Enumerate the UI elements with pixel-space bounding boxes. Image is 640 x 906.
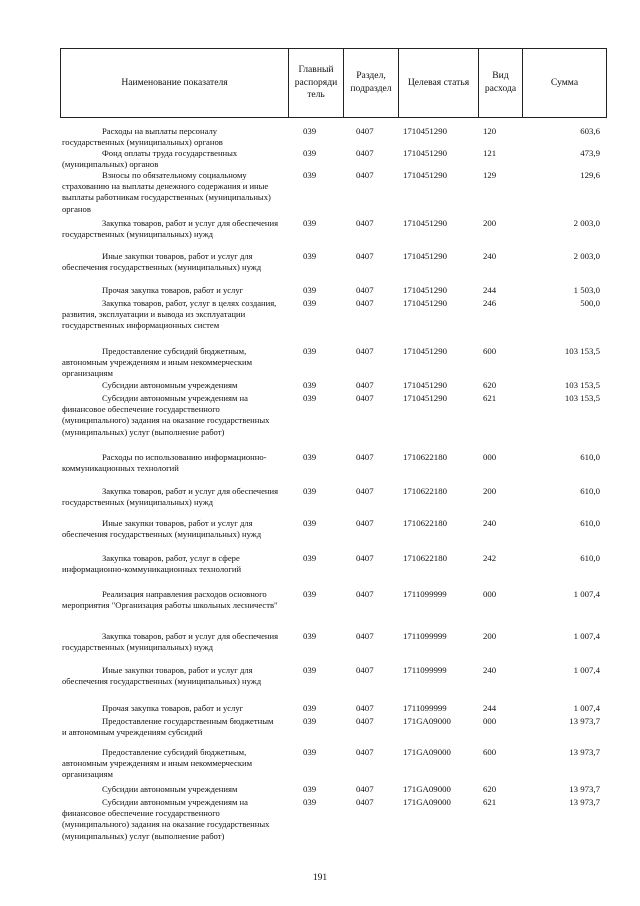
row-vid: 129 xyxy=(483,170,497,180)
header-summa: Сумма xyxy=(523,49,607,118)
row-vid: 244 xyxy=(483,703,497,713)
row-vid: 600 xyxy=(483,346,497,356)
row-name: Закупка товаров, работ, услуг в целях создания, развития, эксплуатации и вывода из эксплуатации государственных информационных систем xyxy=(62,298,277,331)
row-celevaya: 1710451290 xyxy=(403,380,447,390)
row-glav: 039 xyxy=(303,251,317,261)
row-summa: 13 973,7 xyxy=(569,797,600,807)
row-razdel: 0407 xyxy=(356,218,374,228)
row-glav: 039 xyxy=(303,797,317,807)
row-celevaya: 171GA09000 xyxy=(403,797,451,807)
row-glav: 039 xyxy=(303,784,317,794)
row-razdel: 0407 xyxy=(356,589,374,599)
row-name: Закупка товаров, работ и услуг для обеспечения государственных (муниципальных) нужд xyxy=(62,486,279,508)
row-summa: 610,0 xyxy=(580,452,600,462)
row-name: Предоставление субсидий бюджетным, автономным учреждениям и иным некоммерческим организациям xyxy=(62,747,253,780)
row-glav: 039 xyxy=(303,148,317,158)
row-summa: 103 153,5 xyxy=(564,380,600,390)
row-vid: 200 xyxy=(483,218,497,228)
row-summa: 610,0 xyxy=(580,553,600,563)
row-summa: 103 153,5 xyxy=(564,346,600,356)
row-vid: 000 xyxy=(483,716,497,726)
row-razdel: 0407 xyxy=(356,747,374,757)
row-razdel: 0407 xyxy=(356,518,374,528)
row-razdel: 0407 xyxy=(356,298,374,308)
row-celevaya: 1710622180 xyxy=(403,452,447,462)
row-celevaya: 1711099999 xyxy=(403,665,447,675)
row-summa: 13 973,7 xyxy=(569,716,600,726)
row-summa: 500,0 xyxy=(580,298,600,308)
row-razdel: 0407 xyxy=(356,797,374,807)
row-name: Иные закупки товаров, работ и услуг для обеспечения государственных (муниципальных) нужд xyxy=(62,518,262,540)
row-vid: 242 xyxy=(483,553,497,563)
row-celevaya: 1711099999 xyxy=(403,589,447,599)
row-name: Субсидии автономным учреждениям на финансовое обеспечение государственного (муниципального) задания на оказание государственных (муниципальных) услуг (выполнение работ) xyxy=(62,393,270,437)
row-name: Субсидии автономным учреждениям на финансовое обеспечение государственного (муниципального) задания на оказание государственных (муниципальных) услуг (выполнение работ) xyxy=(62,797,270,841)
header-razdel: Раздел, подраздел xyxy=(344,49,399,118)
row-vid: 600 xyxy=(483,747,497,757)
row-name: Субсидии автономным учреждениям xyxy=(102,784,238,794)
row-glav: 039 xyxy=(303,518,317,528)
row-razdel: 0407 xyxy=(356,553,374,563)
row-glav: 039 xyxy=(303,747,317,757)
row-razdel: 0407 xyxy=(356,251,374,261)
row-summa: 603,6 xyxy=(580,126,600,136)
row-name: Предоставление субсидий бюджетным, автономным учреждениям и иным некоммерческим организациям xyxy=(62,346,253,379)
row-celevaya: 1710622180 xyxy=(403,486,447,496)
row-celevaya: 1710451290 xyxy=(403,170,447,180)
row-glav: 039 xyxy=(303,486,317,496)
page-number: 191 xyxy=(312,873,328,883)
row-celevaya: 1711099999 xyxy=(403,631,447,641)
row-razdel: 0407 xyxy=(356,346,374,356)
row-name: Предоставление государственным бюджетным и автономным учреждениям субсидий xyxy=(62,716,274,738)
row-razdel: 0407 xyxy=(356,148,374,158)
row-name: Иные закупки товаров, работ и услуг для обеспечения государственных (муниципальных) нужд xyxy=(62,251,262,273)
row-name: Прочая закупка товаров, работ и услуг xyxy=(102,703,244,713)
row-razdel: 0407 xyxy=(356,126,374,136)
row-glav: 039 xyxy=(303,346,317,356)
row-vid: 000 xyxy=(483,589,497,599)
row-name: Иные закупки товаров, работ и услуг для обеспечения государственных (муниципальных) нужд xyxy=(62,665,262,687)
row-vid: 620 xyxy=(483,784,497,794)
row-celevaya: 171GA09000 xyxy=(403,716,451,726)
row-glav: 039 xyxy=(303,716,317,726)
row-razdel: 0407 xyxy=(356,285,374,295)
row-vid: 621 xyxy=(483,393,497,403)
row-razdel: 0407 xyxy=(356,703,374,713)
row-vid: 120 xyxy=(483,126,497,136)
row-razdel: 0407 xyxy=(356,452,374,462)
row-summa: 610,0 xyxy=(580,518,600,528)
row-name: Закупка товаров, работ и услуг для обеспечения государственных (муниципальных) нужд xyxy=(62,218,279,240)
row-vid: 200 xyxy=(483,631,497,641)
row-summa: 129,6 xyxy=(580,170,600,180)
row-summa: 2 003,0 xyxy=(573,218,600,228)
row-summa: 103 153,5 xyxy=(564,393,600,403)
row-glav: 039 xyxy=(303,553,317,563)
row-glav: 039 xyxy=(303,452,317,462)
row-razdel: 0407 xyxy=(356,665,374,675)
row-celevaya: 1710451290 xyxy=(403,126,447,136)
row-name: Закупка товаров, работ и услуг для обеспечения государственных (муниципальных) нужд xyxy=(62,631,279,653)
row-celevaya: 1710622180 xyxy=(403,518,447,528)
row-summa: 13 973,7 xyxy=(569,784,600,794)
row-celevaya: 1710451290 xyxy=(403,393,447,403)
row-name: Взносы по обязательному социальному страхованию на выплаты денежного содержания и иные выплаты работникам государственных (муниципальных) органов xyxy=(62,170,271,214)
row-glav: 039 xyxy=(303,298,317,308)
row-vid: 240 xyxy=(483,518,497,528)
row-name: Расходы по использованию информационно-коммуникационных технологий xyxy=(62,452,267,474)
row-glav: 039 xyxy=(303,126,317,136)
row-vid: 244 xyxy=(483,285,497,295)
row-celevaya: 1710451290 xyxy=(403,148,447,158)
row-glav: 039 xyxy=(303,393,317,403)
row-glav: 039 xyxy=(303,285,317,295)
row-razdel: 0407 xyxy=(356,393,374,403)
row-glav: 039 xyxy=(303,218,317,228)
row-name: Субсидии автономным учреждениям xyxy=(102,380,238,390)
row-celevaya: 1710451290 xyxy=(403,285,447,295)
row-summa: 1 007,4 xyxy=(573,703,600,713)
row-glav: 039 xyxy=(303,631,317,641)
row-summa: 2 003,0 xyxy=(573,251,600,261)
row-name: Прочая закупка товаров, работ и услуг xyxy=(102,285,244,295)
row-vid: 620 xyxy=(483,380,497,390)
row-name: Расходы на выплаты персоналу государственных (муниципальных) органов xyxy=(62,126,223,148)
row-name: Фонд оплаты труда государственных (муниципальных) органов xyxy=(62,148,238,170)
row-glav: 039 xyxy=(303,170,317,180)
header-vid: Вид расхода xyxy=(479,49,523,118)
row-vid: 240 xyxy=(483,251,497,261)
row-vid: 621 xyxy=(483,797,497,807)
row-vid: 121 xyxy=(483,148,497,158)
row-glav: 039 xyxy=(303,665,317,675)
row-summa: 1 007,4 xyxy=(573,665,600,675)
row-razdel: 0407 xyxy=(356,486,374,496)
row-celevaya: 1710451290 xyxy=(403,218,447,228)
row-summa: 1 007,4 xyxy=(573,589,600,599)
table-header xyxy=(60,48,607,118)
row-glav: 039 xyxy=(303,589,317,599)
row-razdel: 0407 xyxy=(356,170,374,180)
row-celevaya: 1710451290 xyxy=(403,298,447,308)
row-celevaya: 171GA09000 xyxy=(403,784,451,794)
row-summa: 473,9 xyxy=(580,148,600,158)
row-celevaya: 1710451290 xyxy=(403,346,447,356)
row-summa: 610,0 xyxy=(580,486,600,496)
row-celevaya: 1710451290 xyxy=(403,251,447,261)
row-name: Закупка товаров, работ, услуг в сфере информационно-коммуникационных технологий xyxy=(62,553,242,575)
row-name: Реализация направления расходов основного мероприятия "Организация работы школьных лесничеств" xyxy=(62,589,278,611)
row-celevaya: 1710622180 xyxy=(403,553,447,563)
row-celevaya: 171GA09000 xyxy=(403,747,451,757)
row-summa: 13 973,7 xyxy=(569,747,600,757)
row-vid: 240 xyxy=(483,665,497,675)
row-glav: 039 xyxy=(303,380,317,390)
row-summa: 1 503,0 xyxy=(573,285,600,295)
row-razdel: 0407 xyxy=(356,631,374,641)
header-name: Наименование показателя xyxy=(61,49,289,118)
header-celevaya: Целевая статья xyxy=(399,49,479,118)
row-vid: 000 xyxy=(483,452,497,462)
row-razdel: 0407 xyxy=(356,716,374,726)
row-razdel: 0407 xyxy=(356,380,374,390)
row-vid: 200 xyxy=(483,486,497,496)
row-summa: 1 007,4 xyxy=(573,631,600,641)
row-razdel: 0407 xyxy=(356,784,374,794)
row-vid: 246 xyxy=(483,298,497,308)
row-celevaya: 1711099999 xyxy=(403,703,447,713)
row-glav: 039 xyxy=(303,703,317,713)
header-glav: Главный распоряди тель xyxy=(289,49,344,118)
